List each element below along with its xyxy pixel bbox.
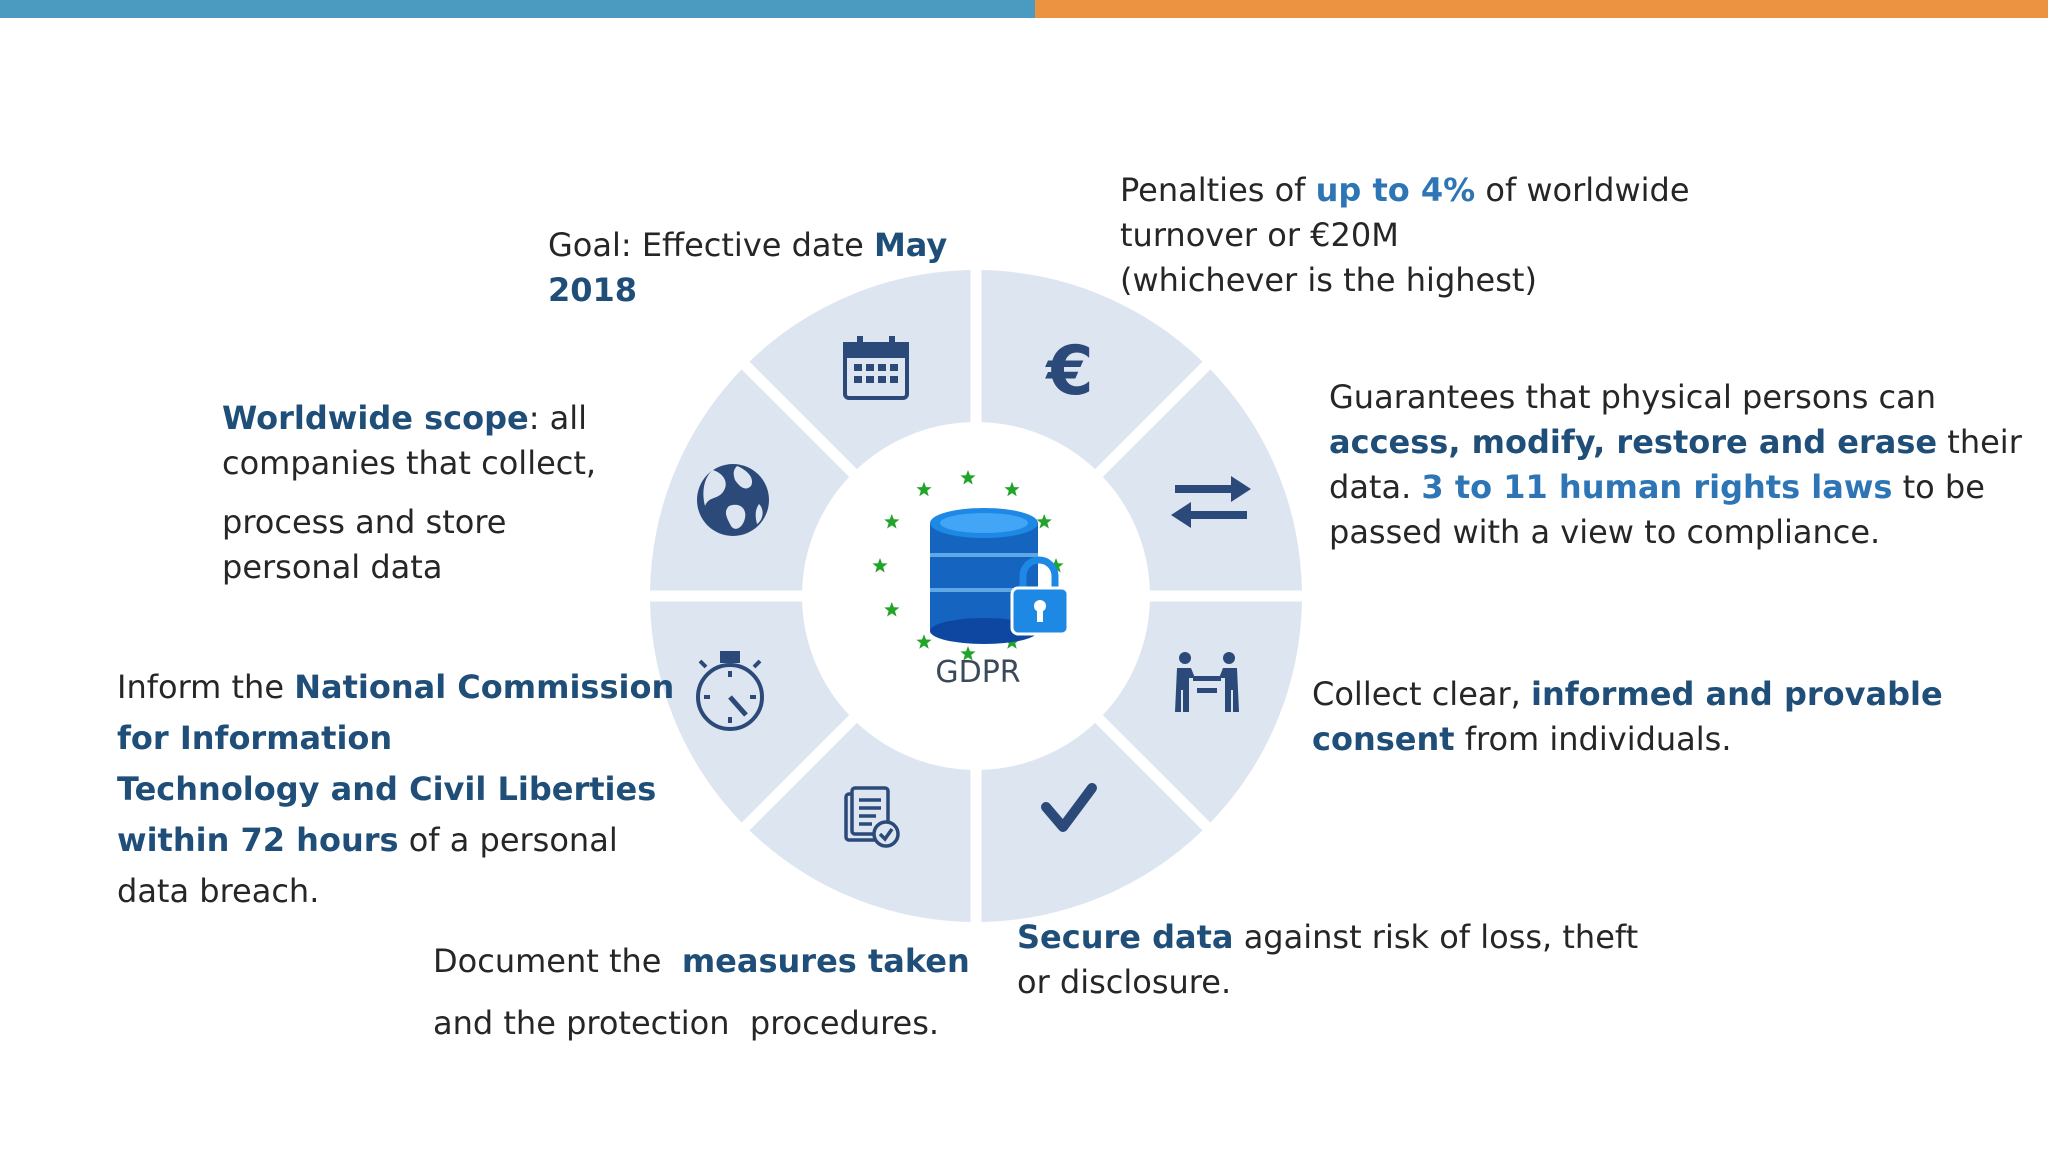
scope-line1-bold: Worldwide scope: [222, 399, 529, 437]
penalties-line1-pre: Penalties of: [1120, 171, 1316, 209]
inform-line2-bold: for Information: [117, 719, 393, 757]
penalties-line1-post: of worldwide: [1475, 171, 1690, 209]
globe-icon: [697, 464, 769, 536]
scope-line1-post: : all: [528, 399, 588, 437]
inform-line5: data breach.: [117, 872, 320, 910]
scope-text: [222, 396, 596, 590]
goal-text: [548, 223, 947, 313]
penalties-text: [1120, 168, 1690, 303]
consent-line1-pre: Collect clear,: [1312, 675, 1531, 713]
penalties-line3: (whichever is the highest): [1120, 261, 1537, 299]
eu-star: [1004, 482, 1019, 497]
document-line1-pre: Document the: [433, 942, 682, 980]
center-label: GDPR: [935, 655, 1021, 690]
consent-text: [1312, 672, 1943, 762]
goal-line1-pre: Goal: Effective date: [548, 226, 874, 264]
eu-star: [960, 470, 975, 485]
consent-line2-bold: consent: [1312, 720, 1455, 758]
eu-star: [884, 514, 899, 529]
secure-line1-post: against risk of loss, theft: [1233, 918, 1639, 956]
guarantees-line3-post: to be: [1892, 468, 1985, 506]
guarantees-line2-post: their: [1937, 423, 2022, 461]
inform-line4-post: of a personal: [398, 821, 618, 859]
penalties-line2: turnover or €20M: [1120, 216, 1399, 254]
document-line1-bold: measures taken: [681, 942, 970, 980]
eu-star: [916, 634, 931, 649]
guarantees-line4: passed with a view to compliance.: [1329, 513, 1881, 551]
consent-line1-bold: informed and provable: [1530, 675, 1943, 713]
scope-line2: companies that collect,: [222, 444, 597, 482]
guarantees-text: [1329, 375, 2022, 555]
goal-line1-bold: May: [873, 226, 948, 264]
inform-line3-bold: Technology and Civil Liberties: [117, 770, 657, 808]
inform-text: [117, 662, 674, 917]
eu-star: [1037, 514, 1052, 529]
guarantees-line3-pre: data.: [1329, 468, 1422, 506]
penalties-line1-bold: up to 4%: [1315, 171, 1476, 209]
scope-line3: process and store: [222, 503, 507, 541]
inform-line1-bold: National Commission: [294, 668, 675, 706]
eu-star: [884, 602, 899, 617]
eu-star: [872, 558, 887, 573]
document-line2: and the protection procedures.: [433, 1004, 940, 1042]
euro-icon: €: [1046, 332, 1094, 411]
goal-line2-bold: 2018: [548, 271, 638, 309]
guarantees-line2-bold: access, modify, restore and erase: [1329, 423, 1938, 461]
eu-star: [916, 482, 931, 497]
guarantees-line3-bold: 3 to 11 human rights laws: [1421, 468, 1893, 506]
scope-line4: personal data: [222, 548, 443, 586]
secure-line2: or disclosure.: [1017, 963, 1232, 1001]
consent-line2-post: from individuals.: [1454, 720, 1732, 758]
guarantees-line1: Guarantees that physical persons can: [1329, 378, 1937, 416]
document-text: [433, 930, 970, 1054]
secure-line1-bold: Secure data: [1017, 918, 1234, 956]
inform-line4-bold: within 72 hours: [117, 821, 399, 859]
database-lock-icon: [872, 470, 1068, 661]
inform-line1-pre: Inform the: [117, 668, 295, 706]
secure-text: [1017, 915, 1638, 1005]
